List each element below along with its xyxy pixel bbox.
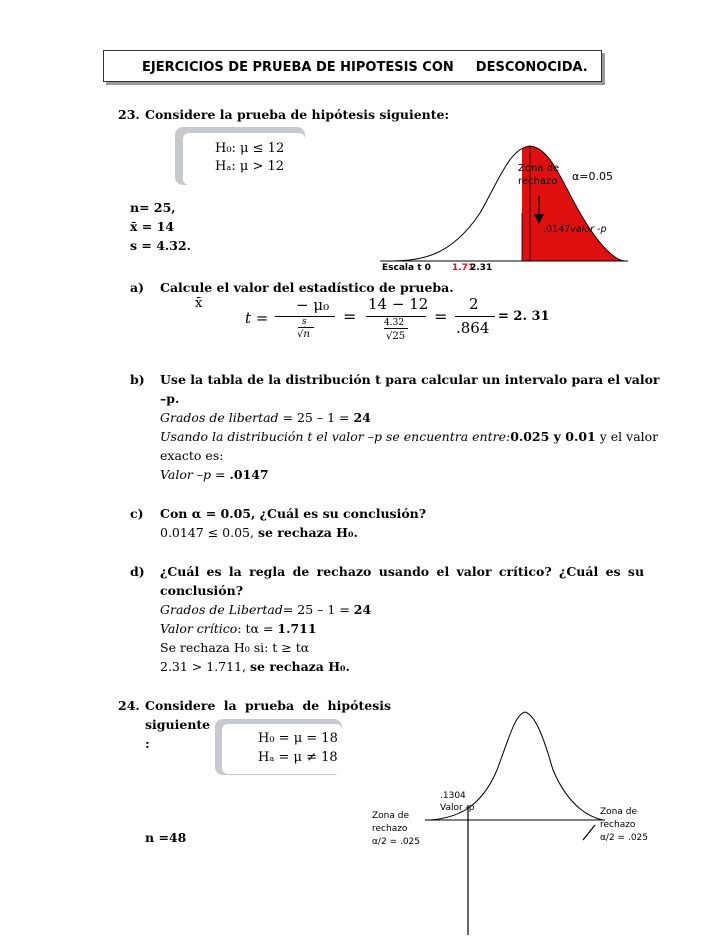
part-c-text: Con α = 0.05, ¿Cuál es su conclusión? [160, 506, 427, 521]
t-distribution-chart-23 [380, 118, 630, 278]
part-b-line2: –p. [160, 391, 180, 406]
part-b-gl: Grados de libertad = 25 – 1 = 24 [160, 410, 371, 425]
pvalue-label-24: Valor -p [440, 803, 475, 813]
part-b-line1: Use la tabla de la distribución t para calcular un intervalo para el valor [160, 372, 660, 387]
part-d-rule: Se rechaza H₀ si: t ≥ tα [160, 640, 310, 655]
rejection-region-fill [385, 146, 625, 261]
fraction-bar-3 [455, 316, 495, 317]
formula-s: s [302, 317, 307, 327]
ha-24: Hₐ = μ ≠ 18 [258, 750, 338, 765]
denominator-2a: 4.32 [384, 318, 405, 328]
formula-t: t = [245, 309, 269, 327]
h0-23: H₀: μ ≤ 12 [215, 141, 285, 156]
q23-heading: Considere la prueba de hipótesis siguiente: [145, 107, 450, 122]
right-zone-label-2: rechazo [600, 820, 636, 830]
t-result: = 2. 31 [498, 309, 550, 324]
formula-sqrt-n: √n [297, 329, 310, 340]
h0-24: H₀ = μ = 18 [258, 731, 338, 746]
n-value: n= 25, [130, 200, 176, 215]
right-zone-label-3: α/2 = .025 [600, 833, 648, 843]
q23-number: 23. [118, 107, 140, 122]
left-zone-label-1: Zona de [372, 811, 410, 821]
numerator-3: 2 [469, 295, 479, 313]
critical-value-label: 1.71 [452, 263, 475, 273]
part-b-pvalue: Valor –p = .0147 [160, 467, 269, 482]
pvalue-number-24: .1304 [440, 791, 466, 801]
part-d-compare: 2.31 > 1.711, se rechaza H₀. [160, 659, 350, 674]
equals-2: = [434, 307, 448, 326]
left-zone-label-3: α/2 = .025 [372, 837, 420, 847]
pvalue-label: .0147valor -p [543, 224, 607, 235]
q24-heading-line1: Considere la prueba de hipótesis [145, 698, 392, 713]
formula-minus-mu: − μ₀ [296, 296, 330, 314]
xbar-value: x̄ = 14 [130, 219, 175, 234]
numerator-2: 14 − 12 [368, 295, 429, 313]
right-zone-label-1: Zona de [600, 807, 638, 817]
rejection-zone-label: Zona de rechazo [518, 163, 560, 187]
part-a-letter: a) [130, 280, 145, 295]
right-arrow [583, 825, 595, 840]
alpha-label: α=0.05 [572, 170, 613, 183]
denominator-3: .864 [456, 319, 490, 337]
fraction-bar-s [298, 327, 314, 328]
part-d-line1: ¿Cuál es la regla de rechazo usando el valor crítico? ¿Cuál es su [160, 564, 645, 579]
fraction-bar-2b [384, 328, 408, 329]
part-b-range: Usando la distribución t el valor –p se encuentra entre:0.025 y 0.01 y el valor [160, 429, 659, 444]
t-distribution-chart-24 [425, 700, 605, 940]
tstat-label: 2.31 [470, 263, 493, 273]
page-title: EJERCICIOS DE PRUEBA DE HIPOTESIS CON DESCONOCIDA. [142, 60, 588, 75]
q24-heading-line3: : [145, 736, 150, 751]
n-value-24: n =48 [145, 830, 187, 845]
ha-23: Hₐ: μ > 12 [215, 159, 285, 174]
part-c-letter: c) [130, 506, 144, 521]
scale-label: Escala t 0 [382, 263, 431, 273]
xbar-symbol: x̄ [195, 296, 203, 311]
part-d-critical: Valor crítico: tα = 1.711 [160, 621, 317, 636]
part-b-letter: b) [130, 372, 145, 387]
part-d-letter: d) [130, 564, 145, 579]
part-d-line2: conclusión? [160, 583, 244, 598]
part-d-gl: Grados de Libertad= 25 – 1 = 24 [160, 602, 372, 617]
part-a-text: Calcule el valor del estadístico de prueba. [160, 280, 454, 295]
equals-1: = [343, 307, 357, 326]
q24-heading-line2: siguiente [145, 717, 211, 732]
denominator-2b: √25 [386, 331, 406, 342]
q24-number: 24. [118, 698, 140, 713]
left-zone-label-2: rechazo [372, 824, 408, 834]
part-c-conclusion: 0.0147 ≤ 0.05, se rechaza H₀. [160, 525, 358, 540]
s-value: s = 4.32. [130, 238, 192, 253]
fraction-bar-2 [366, 316, 426, 317]
part-b-exact: exacto es: [160, 448, 224, 463]
